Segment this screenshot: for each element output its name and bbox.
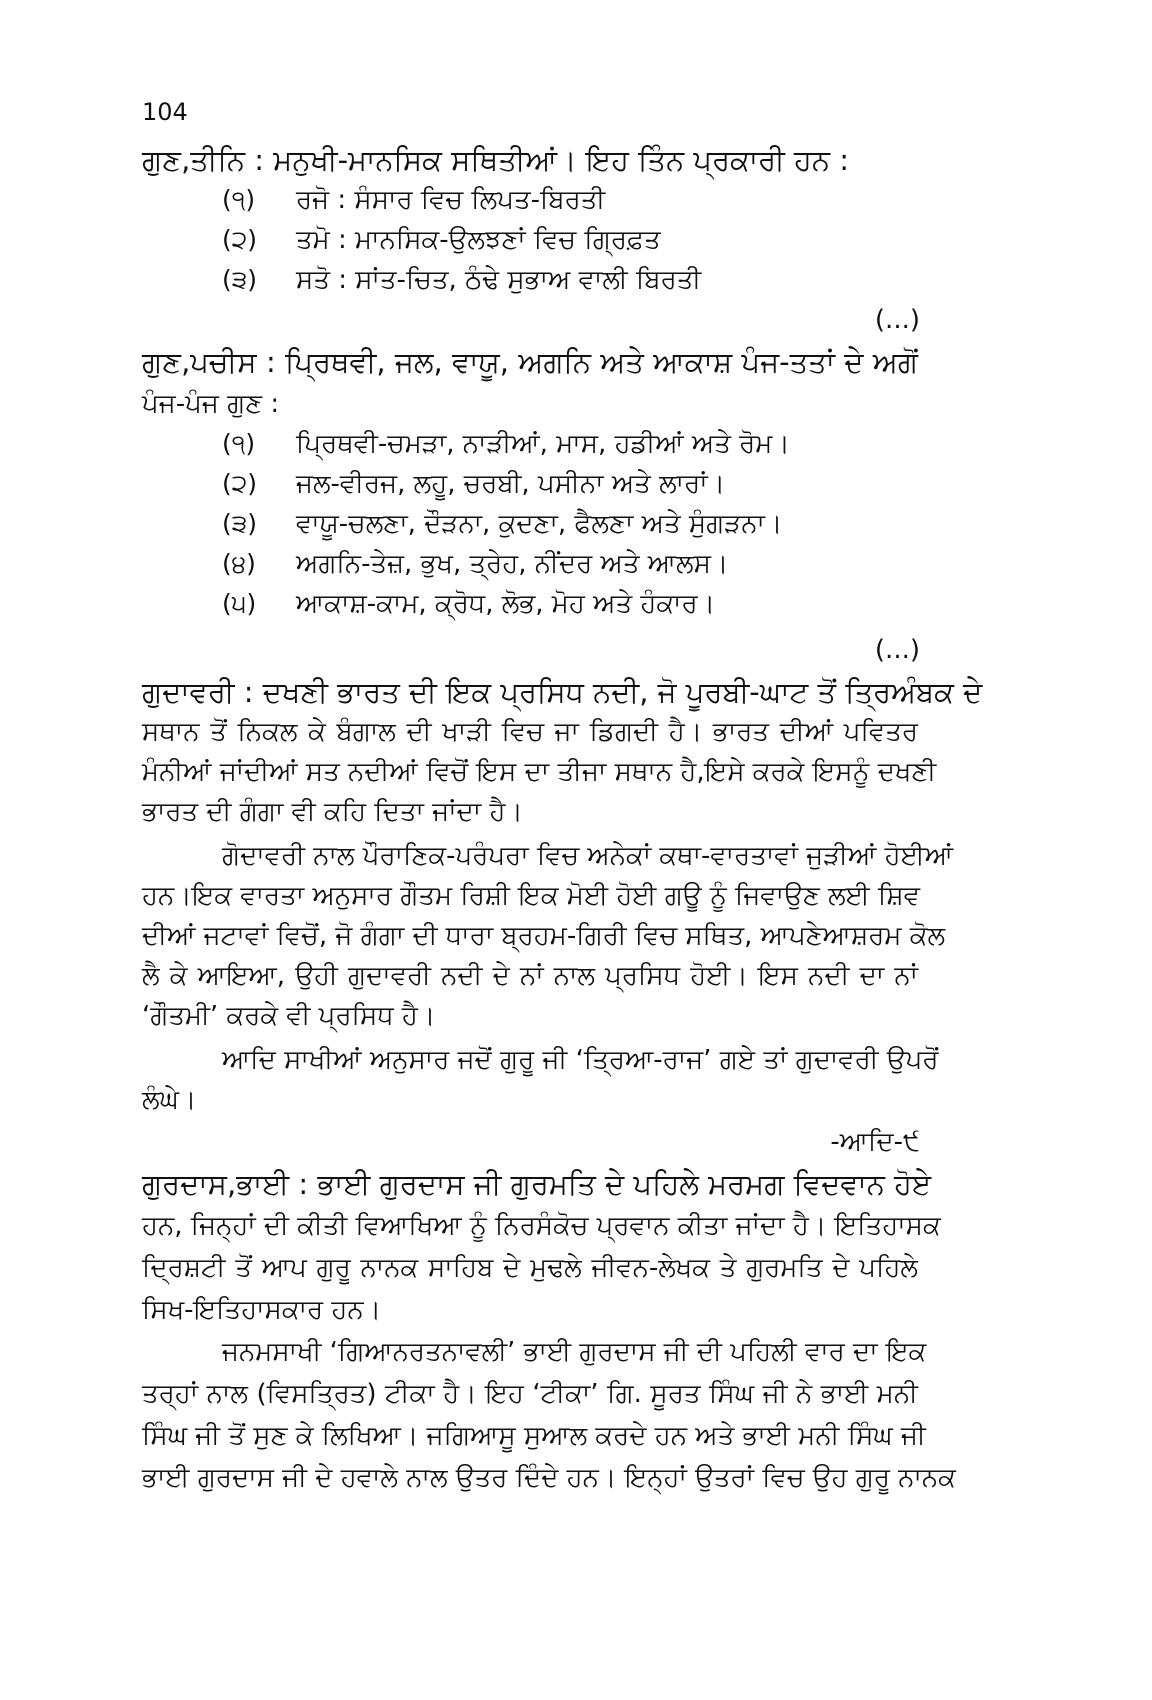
entry-body-line: ਲੰਘੇ। xyxy=(142,1085,197,1115)
list-item-text: ਪ੍ਰਿਥਵੀ-ਚਮੜਾ, ਨਾੜੀਆਂ, ਮਾਸ, ਹਡੀਆਂ ਅਤੇ ਰੋਮ। xyxy=(296,429,790,459)
entry-body-line: ਸਿੰਘ ਜੀ ਤੋਂ ਸੁਣ ਕੇ ਲਿਖਿਆ। ਜਗਿਆਸੂ ਸੁਆਲ ਕਰਦੇ ਹਨ ਅਤੇ ਭਾਈ ਮਨੀ ਸਿੰਘ ਜੀ xyxy=(142,1421,926,1451)
entry-body-line: ਹਨ।ਇਕ ਵਾਰਤਾ ਅਨੁਸਾਰ ਗੌਤਮ ਰਿਸ਼ੀ ਇਕ ਮੋਈ ਹੋਈ ਗਊ ਨੂੰ ਜਿਵਾਉਣ ਲਈ ਸ਼ਿਵ xyxy=(142,881,921,911)
page-number: 104 xyxy=(142,98,188,126)
list-item-number: (੩) xyxy=(222,265,258,294)
list-item-number: (੧) xyxy=(222,429,256,458)
entry-body-line: ਗੁਦਾਵਰੀ : ਦਖਣੀ ਭਾਰਤ ਦੀ ਇਕ ਪ੍ਰਸਿਧ ਨਦੀ, ਜੋ ਪੂਰਬੀ-ਘਾਟ ਤੋਂ ਤ੍ਰਿਅੰਬਕ ਦੇ xyxy=(142,675,983,709)
list-item-number: (੪) xyxy=(222,549,256,578)
entry-body-line: ਹਨ, ਜਿਨ੍ਹਾਂ ਦੀ ਕੀਤੀ ਵਿਆਖਿਆ ਨੂੰ ਨਿਰਸੰਕੋਚ ਪ੍ਰਵਾਨ ਕੀਤਾ ਜਾਂਦਾ ਹੈ। ਇਤਿਹਾਸਕ xyxy=(142,1211,941,1241)
entry-body-line: ਗੁਰਦਾਸ,ਭਾਈ : ਭਾਈ ਗੁਰਦਾਸ ਜੀ ਗੁਰਮਤਿ ਦੇ ਪਹਿਲੇ ਮਰਮਗ ਵਿਦਵਾਨ ਹੋਏ xyxy=(142,1167,932,1201)
entry-body-line: ਤਰ੍ਹਾਂ ਨਾਲ (ਵਿਸਤ੍ਰਿਤ) ਟੀਕਾ ਹੈ। ਇਹ ‘ਟੀਕਾ’ ਗਿ. ਸੂਰਤ ਸਿੰਘ ਜੀ ਨੇ ਭਾਈ ਮਨੀ xyxy=(142,1379,918,1409)
list-item-text: ਵਾਯੂ-ਚਲਣਾ, ਦੌੜਨਾ, ਕੁਦਣਾ, ਫੈਲਣਾ ਅਤੇ ਸੁੰਗੜਨਾ। xyxy=(296,509,783,539)
entry-body-line: ਗੋਦਾਵਰੀ ਨਾਲ ਪੌਰਾਣਿਕ-ਪਰੰਪਰਾ ਵਿਚ ਅਨੇਕਾਂ ਕਥਾ-ਵਾਰਤਾਵਾਂ ਜੁੜੀਆਂ ਹੋਈਆਂ xyxy=(222,841,954,871)
entry-body-line: ਮੰਨੀਆਂ ਜਾਂਦੀਆਂ ਸਤ ਨਦੀਆਂ ਵਿਚੋਂ ਇਸ ਦਾ ਤੀਜਾ ਸਥਾਨ ਹੈ,ਇਸੇ ਕਰਕੇ ਇਸਨੂੰ ਦਖਣੀ xyxy=(142,757,937,787)
entry-body-line: ਜਨਮਸਾਖੀ ‘ਗਿਆਨਰਤਨਾਵਲੀ’ ਭਾਈ ਗੁਰਦਾਸ ਜੀ ਦੀ ਪਹਿਲੀ ਵਾਰ ਦਾ ਇਕ xyxy=(222,1337,927,1367)
entry-heading-line: ਗੁਣ,ਪਚੀਸ : ਪ੍ਰਿਥਵੀ, ਜਲ, ਵਾਯੂ, ਅਗਨਿ ਅਤੇ ਆਕਾਸ਼ ਪੰਜ-ਤਤਾਂ ਦੇ ਅਗੋਂ xyxy=(142,345,918,379)
list-item-number: (੧) xyxy=(222,185,256,214)
entry-end-mark: (...) xyxy=(874,635,920,665)
entry-body-line: ਭਾਈ ਗੁਰਦਾਸ ਜੀ ਦੇ ਹਵਾਲੇ ਨਾਲ ਉਤਰ ਦਿੰਦੇ ਹਨ। ਇਨ੍ਹਾਂ ਉਤਰਾਂ ਵਿਚ ਉਹ ਗੁਰੂ ਨਾਨਕ xyxy=(142,1463,956,1493)
entry-body-line: ਦੀਆਂ ਜਟਾਵਾਂ ਵਿਚੋਂ, ਜੋ ਗੰਗਾ ਦੀ ਧਾਰਾ ਬ੍ਰਹਮ-ਗਿਰੀ ਵਿਚ ਸਥਿਤ, ਆਪਣੇਆਸ਼ਰਮ ਕੋਲ xyxy=(142,921,946,951)
entry-heading-line: ਪੰਜ-ਪੰਜ ਗੁਣ : xyxy=(142,389,280,419)
list-item-text: ਅਗਨਿ-ਤੇਜ਼, ਭੁਖ, ਤ੍ਰੇਹ, ਨੀਂਦਰ ਅਤੇ ਆਲਸ। xyxy=(296,549,729,579)
entry-end-mark: -ਆਦਿ-੯ xyxy=(830,1127,920,1157)
list-item-number: (੨) xyxy=(222,225,258,254)
list-item-text: ਸਤੋ : ਸਾਂਤ-ਚਿਤ, ਠੰਢੇ ਸੁਭਾਅ ਵਾਲੀ ਬਿਰਤੀ xyxy=(296,265,702,295)
list-item-number: (੫) xyxy=(222,589,257,618)
list-item-text: ਰਜੋ : ਸੰਸਾਰ ਵਿਚ ਲਿਪਤ-ਬਿਰਤੀ xyxy=(296,185,606,215)
entry-end-mark: (...) xyxy=(874,305,920,335)
list-item-text: ਜਲ-ਵੀਰਜ, ਲਹੂ, ਚਰਬੀ, ਪਸੀਨਾ ਅਤੇ ਲਾਰਾਂ। xyxy=(296,469,726,499)
list-item-number: (੩) xyxy=(222,509,258,538)
entry-body-line: ਦ੍ਰਿਸ਼ਟੀ ਤੋਂ ਆਪ ਗੁਰੂ ਨਾਨਕ ਸਾਹਿਬ ਦੇ ਮੁਢਲੇ ਜੀਵਨ-ਲੇਖਕ ਤੇ ਗੁਰਮਤਿ ਦੇ ਪਹਿਲੇ xyxy=(142,1253,918,1283)
entry-body-line: ਆਦਿ ਸਾਖੀਆਂ ਅਨੁਸਾਰ ਜਦੋਂ ਗੁਰੂ ਜੀ ‘ਤ੍ਰਿਆ-ਰਾਜ’ ਗਏ ਤਾਂ ਗੁਦਾਵਰੀ ਉਪਰੋਂ xyxy=(222,1045,939,1075)
entry-body-line: ਸਥਾਨ ਤੋਂ ਨਿਕਲ ਕੇ ਬੰਗਾਲ ਦੀ ਖਾੜੀ ਵਿਚ ਜਾ ਡਿਗਦੀ ਹੈ। ਭਾਰਤ ਦੀਆਂ ਪਵਿਤਰ xyxy=(142,717,918,747)
entry-heading-line: ਗੁਣ,ਤੀਨਿ : ਮਨੁਖੀ-ਮਾਨਸਿਕ ਸਥਿਤੀਆਂ। ਇਹ ਤਿੰਨ ਪ੍ਰਕਾਰੀ ਹਨ : xyxy=(142,143,849,177)
list-item-text: ਤਮੋ : ਮਾਨਸਿਕ-ਉਲਝਣਾਂ ਵਿਚ ਗ੍ਰਿਫ਼ਤ xyxy=(296,225,661,255)
entry-body-line: ਭਾਰਤ ਦੀ ਗੰਗਾ ਵੀ ਕਹਿ ਦਿਤਾ ਜਾਂਦਾ ਹੈ। xyxy=(142,797,523,827)
entry-body-line: ‘ਗੌਤਮੀ’ ਕਰਕੇ ਵੀ ਪ੍ਰਸਿਧ ਹੈ। xyxy=(142,1001,436,1031)
entry-body-line: ਲੈ ਕੇ ਆਇਆ, ਉਹੀ ਗੁਦਾਵਰੀ ਨਦੀ ਦੇ ਨਾਂ ਨਾਲ ਪ੍ਰਸਿਧ ਹੋਈ। ਇਸ ਨਦੀ ਦਾ ਨਾਂ xyxy=(142,961,918,991)
entry-body-line: ਸਿਖ-ਇਤਿਹਾਸਕਾਰ ਹਨ। xyxy=(142,1295,382,1325)
list-item-text: ਆਕਾਸ਼-ਕਾਮ, ਕ੍ਰੋਧ, ਲੋਭ, ਮੋਹ ਅਤੇ ਹੰਕਾਰ। xyxy=(296,589,716,619)
list-item-number: (੨) xyxy=(222,469,258,498)
